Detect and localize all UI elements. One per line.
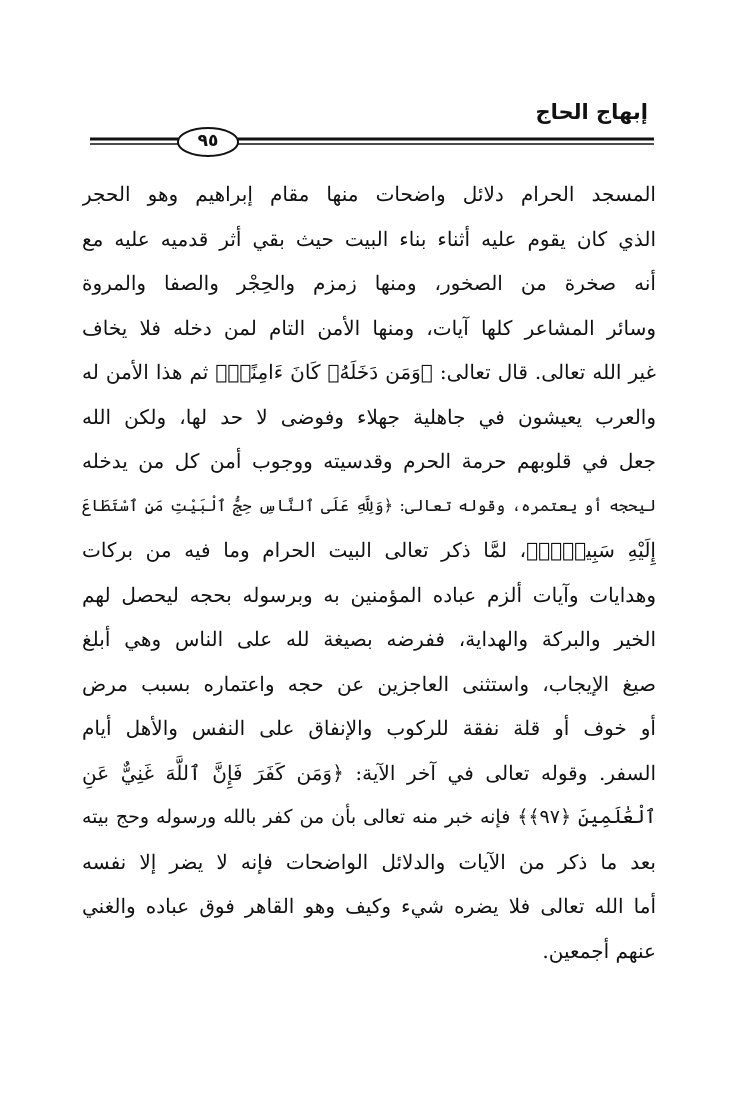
header-rule: [86, 124, 656, 160]
text-line-16: بعد ما ذكر من الآيات والدلائل الواضحات فإنه لا يضر إلا نفسه: [82, 849, 656, 874]
page-number: ٩٥: [197, 131, 219, 151]
text-line-12: صيغ الإيجاب، واستثنى العاجزين عن حجه واعتماره بسبب مرض: [82, 671, 656, 696]
page-header: [0, 0, 736, 160]
text-line-17: أما الله تعالى فلا يضره شيء وكيف وهو القاهر فوق عباده والغني: [82, 894, 656, 918]
text-line-1: المسجد الحرام دلائل واضحات منها مقام إبراهيم وهو الحجر: [82, 182, 656, 206]
text-line-10: وهدايات وآيات ألزم عباده المؤمنين به وبرسوله بحجه ليحصل لهم: [82, 582, 656, 607]
text-line-11: الخير والبركة والهداية، ففرضه بصيغة لله على الناس وهي أبلغ: [82, 627, 656, 651]
text-line-13: أو خوف أو قلة نفقة للركوب والإنفاق على النفس والأهل أيام: [82, 716, 656, 740]
text-line-4: وسائر المشاعر كلها آيات، ومنها الأمن التام لمن دخله فلا يخاف: [82, 315, 656, 340]
body-paragraph: [82, 172, 656, 973]
running-title: إبهاج الحاج: [535, 100, 648, 124]
text-line-7: جعل في قلوبهم حرمة الحرم وقدسيته ووجوب أمن كل من يدخله: [82, 449, 656, 473]
text-line-2: الذي كان يقوم عليه أثناء بناء البيت حيث بقي أثر قدميه عليه مع: [82, 226, 656, 251]
text-line-14: السفر. وقوله تعالى في آخر الآية: ﴿وَمَن كَفَرَ فَإِنَّ ٱللَّهَ غَنِيٌّ عَنِ: [82, 760, 656, 785]
text-line-5: غير الله تعالى. قال تعالى: ﴿وَمَن دَخَلَهُۥ كَانَ ءَامِنًاۗ﴾ ثم هذا الأمن له: [82, 360, 656, 384]
text-line-8: ليحجه أو يعتمره، وقوله تعالى: ﴿وَلِلَّهِ عَلَى ٱلنَّاسِ حِجُّ ٱلْبَيْتِ مَنِ ٱسْتَطَاعَ: [82, 495, 656, 515]
text-line-6: والعرب يعيشون في جاهلية جهلاء وفوضى لا حد لها، ولكن الله: [82, 404, 656, 429]
text-line-3: أنه صخرة من الصخور، ومنها زمزم والحِجْر والصفا والمروة: [82, 271, 656, 295]
text-line-9: إِلَيْهِ سَبِيلًاۚ﴾، لمَّا ذكر تعالى البيت الحرام وما فيه من بركات: [82, 538, 656, 562]
text-line-18: عنهم أجمعين.: [542, 938, 656, 963]
text-line-15: ٱلْعَٰلَمِينَ ﴿٩٧﴾﴾ فإنه خبر منه تعالى بأن من كفر بالله ورسوله وحج بيته: [82, 806, 656, 828]
